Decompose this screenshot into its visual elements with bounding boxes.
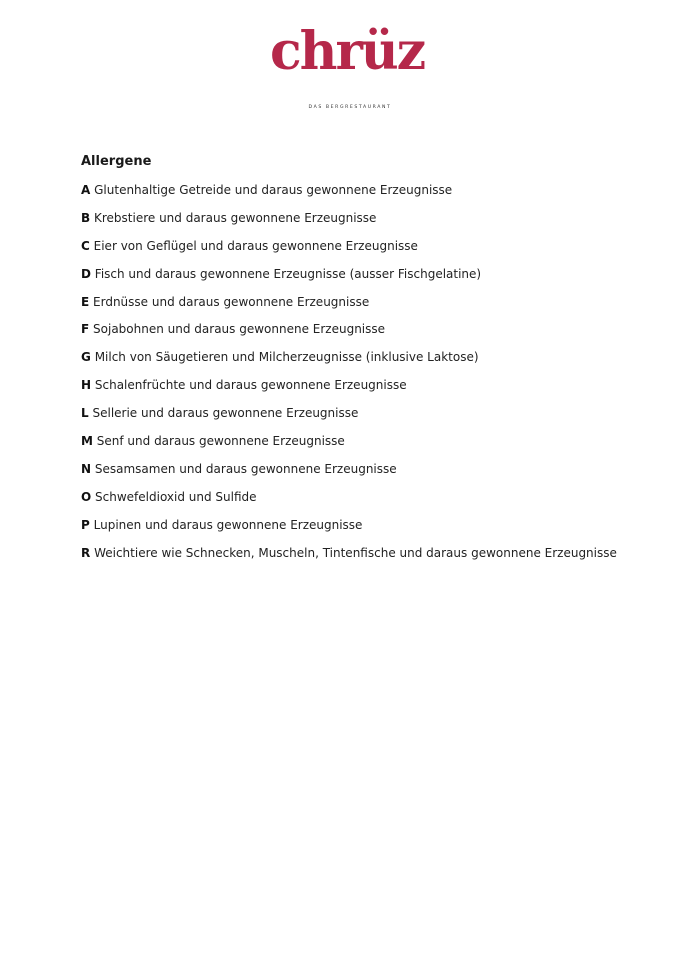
allergen-item [81,516,617,544]
allergen-item [81,348,617,376]
allergen-description: Sellerie und daraus gewonnene Erzeugnisse [92,406,359,421]
allergen-code: M [81,434,93,449]
allergen-list [81,181,617,571]
allergen-item [81,460,617,488]
allergen-code: G [81,350,91,365]
allergen-description: Sojabohnen und daraus gewonnene Erzeugnisse [93,322,386,337]
allergen-code: D [81,266,91,281]
allergen-item [81,432,617,460]
allergen-item [81,404,617,432]
allergen-description: Weichtiere wie Schnecken, Muscheln, Tintenfische und daraus gewonnene Erzeugnisse [94,545,617,560]
allergen-item [81,237,617,265]
allergen-item [81,376,617,404]
allergen-description: Milch von Säugetieren und Milcherzeugnisse (inklusive Laktose) [94,350,479,365]
allergen-code: H [81,378,92,393]
allergen-code: L [81,406,89,421]
allergen-item [81,544,617,572]
allergen-code: N [81,461,92,476]
brand-logo [270,21,425,110]
allergen-item [81,488,617,516]
allergen-description: Lupinen und daraus gewonnene Erzeugnisse [93,517,363,532]
brand-tagline: DAS BERGRESTAURANT [308,105,392,110]
allergen-code: F [81,322,90,337]
allergen-code: C [81,238,90,253]
allergen-item [81,320,617,348]
allergen-item [81,181,617,209]
allergen-item [81,293,617,321]
allergen-code: R [81,545,91,560]
allergen-code: E [81,294,90,309]
allergen-item [81,209,617,237]
allergen-description: Glutenhaltige Getreide und daraus gewonnene Erzeugnisse [94,183,453,197]
allergen-description: Erdnüsse und daraus gewonnene Erzeugnisse [93,294,370,309]
allergen-description: Sesamsamen und daraus gewonnene Erzeugnisse [94,461,397,476]
allergen-description: Schalenfrüchte und daraus gewonnene Erzeugnisse [94,378,407,393]
allergen-description: Schwefeldioxid und Sulfide [95,489,257,504]
allergen-description: Eier von Geflügel und daraus gewonnene Erzeugnisse [93,238,418,253]
allergen-code: P [81,517,90,532]
allergen-description: Senf und daraus gewonnene Erzeugnisse [96,434,345,449]
allergen-item [81,265,617,293]
allergen-code: B [81,210,91,225]
allergen-description: Fisch und daraus gewonnene Erzeugnisse (ausser Fischgelatine) [94,266,482,281]
allergen-code: O [81,489,92,504]
brand-wordmark: chrüz [270,21,425,82]
page-title: Allergene [81,154,152,169]
allergen-description: Krebstiere und daraus gewonnene Erzeugnisse [93,210,377,225]
allergen-code: A [81,183,91,197]
